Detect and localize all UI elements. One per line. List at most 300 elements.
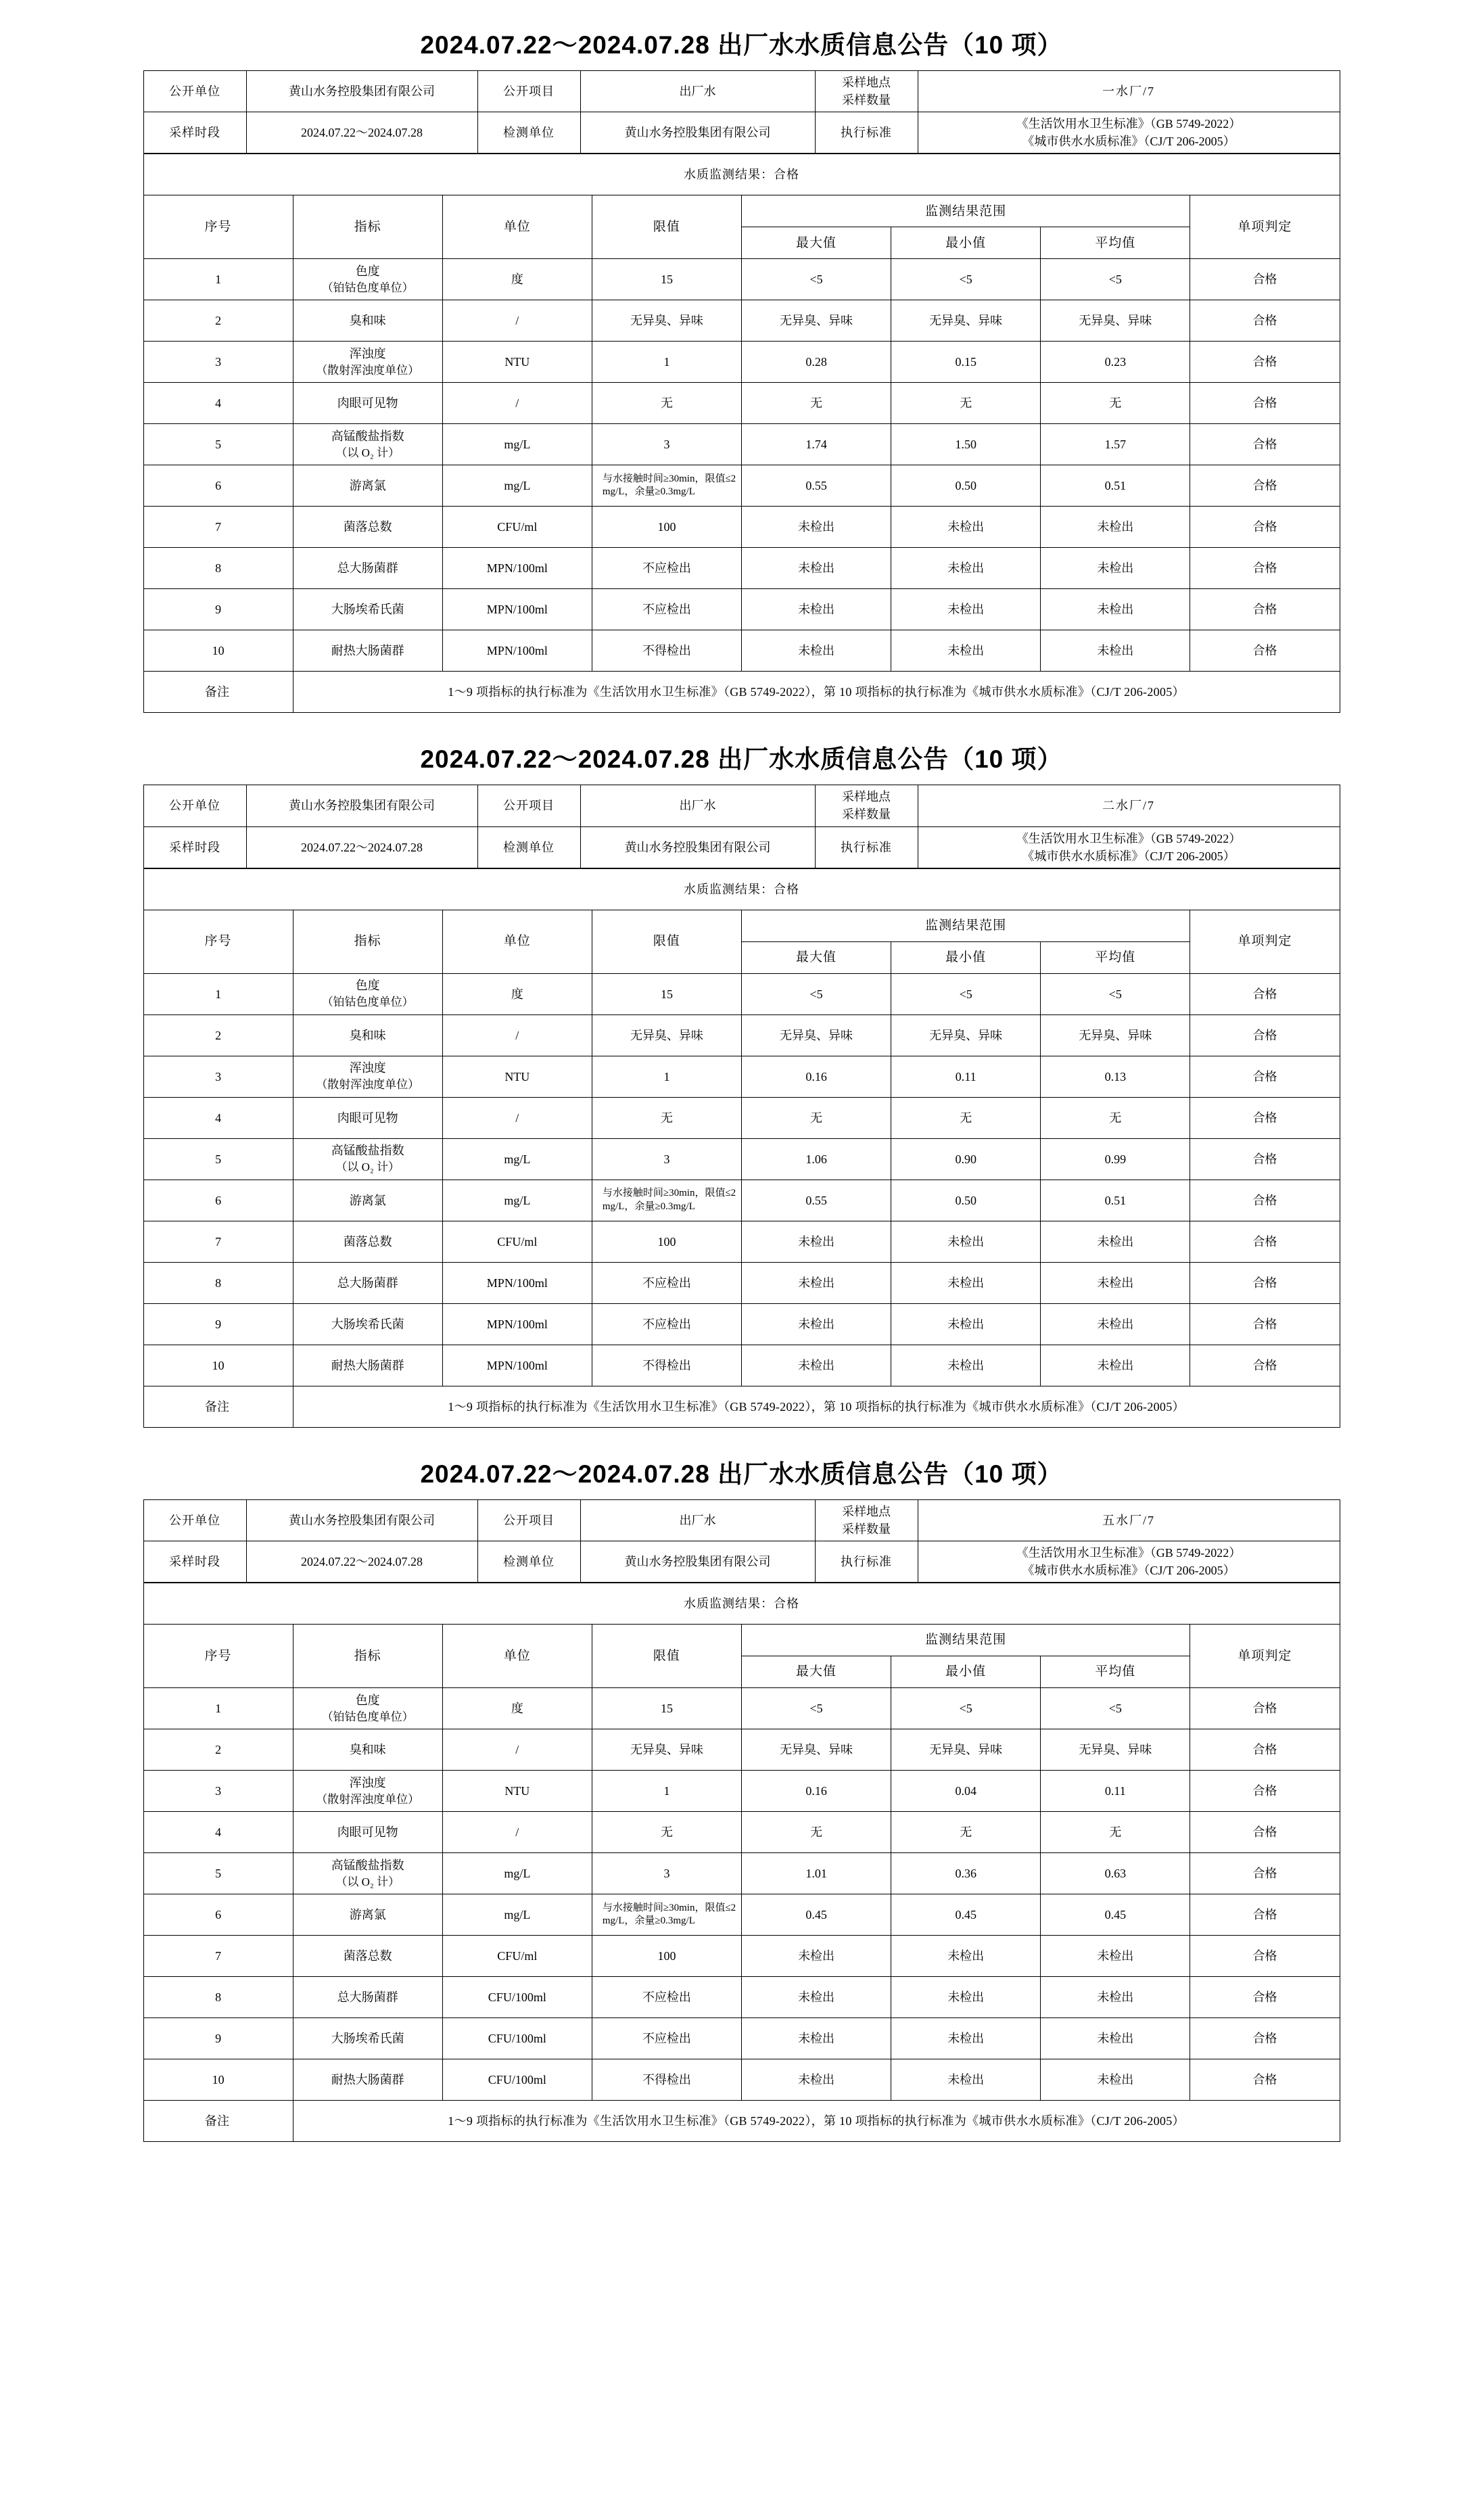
cell-judge: 合格: [1190, 342, 1340, 383]
value-sample-period: 2024.07.22～2024.07.28: [246, 826, 477, 868]
cell-unit: 度: [442, 259, 592, 300]
value-sample-site: 五水厂/7: [918, 1499, 1340, 1541]
cell-max: 未检出: [742, 2059, 891, 2101]
cell-unit: CFU/ml: [442, 1936, 592, 1977]
table-row: [143, 1056, 1340, 1097]
standard-line-1: 《生活饮用水卫生标准》（GB 5749-2022）: [1016, 117, 1242, 131]
limit-value: 无异臭、异味: [630, 1028, 703, 1042]
cell-min: 0.50: [891, 465, 1041, 507]
cell-avg: 未检出: [1041, 2059, 1190, 2101]
cell-unit: NTU: [442, 1771, 592, 1812]
cell-min: 无异臭、异味: [891, 1014, 1041, 1056]
cell-index: 4: [143, 1097, 293, 1138]
cell-indicator: [293, 259, 442, 300]
cell-index: 7: [143, 1221, 293, 1262]
limit-value: 不得检出: [642, 1358, 691, 1372]
note-row: [143, 2101, 1340, 2142]
cell-unit: /: [442, 1729, 592, 1771]
cell-unit: MPN/100ml: [442, 548, 592, 589]
cell-max: 0.45: [742, 1894, 891, 1936]
cell-unit: /: [442, 1097, 592, 1138]
indicator-name: 臭和味: [349, 314, 386, 328]
cell-max: 未检出: [742, 548, 891, 589]
cell-avg: 无: [1041, 1097, 1190, 1138]
cell-indicator: [293, 1853, 442, 1894]
cell-indicator: [293, 2059, 442, 2101]
water-quality-report: [143, 739, 1340, 1427]
cell-max: 未检出: [742, 1936, 891, 1977]
header-max: 最大值: [742, 1656, 891, 1688]
report-title: 2024.07.22～2024.07.28 出厂水水质信息公告（10 项）: [420, 1460, 1063, 1488]
indicator-name: 总大肠菌群: [337, 561, 398, 576]
label-standard: 执行标准: [815, 826, 918, 868]
cell-unit: mg/L: [442, 424, 592, 465]
value-test-unit: 黄山水务控股集团有限公司: [580, 1541, 815, 1582]
cell-limit: [592, 1180, 741, 1221]
overall-result: 水质监测结果：合格: [143, 154, 1340, 195]
value-open-project: 出厂水: [580, 785, 815, 826]
cell-indicator: [293, 1936, 442, 1977]
cell-avg: 0.23: [1041, 342, 1190, 383]
cell-judge: 合格: [1190, 589, 1340, 630]
value-standard: [918, 112, 1340, 154]
cell-judge: 合格: [1190, 300, 1340, 342]
cell-indicator: [293, 630, 442, 672]
indicator-sub: （散射浑浊度单位）: [316, 364, 420, 377]
results-header-row: [143, 910, 1340, 941]
label-sample-period: 采样时段: [143, 112, 246, 154]
header-avg: 平均值: [1041, 227, 1190, 259]
cell-avg: 无异臭、异味: [1041, 1014, 1190, 1056]
cell-index: 2: [143, 1729, 293, 1771]
table-row: [143, 1262, 1340, 1303]
value-sample-period: 2024.07.22～2024.07.28: [246, 1541, 477, 1582]
header-index: 序号: [143, 1625, 293, 1688]
limit-value: 15: [660, 273, 673, 287]
limit-value: 100: [657, 520, 676, 534]
cell-avg: 无: [1041, 383, 1190, 424]
indicator-name: 浑浊度: [349, 1061, 386, 1075]
cell-indicator: [293, 1345, 442, 1386]
meta-row: [143, 112, 1340, 154]
cell-indicator: [293, 1771, 442, 1812]
meta-row: [143, 1499, 1340, 1541]
cell-limit: [592, 1056, 741, 1097]
cell-avg: 0.45: [1041, 1894, 1190, 1936]
results-header-row: [143, 1625, 1340, 1656]
limit-value: 不应检出: [642, 1317, 691, 1331]
table-row: [143, 1977, 1340, 2018]
table-row: [143, 465, 1340, 507]
cell-min: 未检出: [891, 2059, 1041, 2101]
cell-index: 10: [143, 1345, 293, 1386]
limit-value: 无异臭、异味: [630, 1743, 703, 1757]
header-max: 最大值: [742, 941, 891, 973]
indicator-name: 色度: [355, 1693, 380, 1707]
indicator-name: 游离氯: [349, 479, 386, 493]
header-max: 最大值: [742, 227, 891, 259]
table-row: [143, 424, 1340, 465]
cell-max: 无: [742, 1097, 891, 1138]
cell-indicator: [293, 1812, 442, 1853]
indicator-sub: （散射浑浊度单位）: [316, 1078, 420, 1092]
report-title: 2024.07.22～2024.07.28 出厂水水质信息公告（10 项）: [420, 31, 1063, 59]
cell-avg: 未检出: [1041, 1977, 1190, 2018]
cell-avg: 未检出: [1041, 1345, 1190, 1386]
cell-index: 5: [143, 1138, 293, 1180]
label-sample-site: 采样地点: [842, 76, 891, 89]
cell-avg: 未检出: [1041, 1221, 1190, 1262]
header-min: 最小值: [891, 941, 1041, 973]
cell-indicator: [293, 1097, 442, 1138]
cell-min: 1.50: [891, 424, 1041, 465]
cell-min: 未检出: [891, 507, 1041, 548]
cell-max: 1.06: [742, 1138, 891, 1180]
cell-avg: 未检出: [1041, 1936, 1190, 1977]
label-standard: 执行标准: [815, 1541, 918, 1582]
cell-indicator: [293, 1688, 442, 1729]
report-meta-table: [143, 785, 1340, 868]
cell-unit: CFU/100ml: [442, 1977, 592, 2018]
limit-value: 不得检出: [642, 2073, 691, 2087]
cell-min: 无: [891, 1097, 1041, 1138]
cell-indicator: [293, 465, 442, 507]
cell-limit: [592, 1729, 741, 1771]
cell-max: 1.74: [742, 424, 891, 465]
table-row: [143, 1180, 1340, 1221]
cell-max: 0.55: [742, 1180, 891, 1221]
cell-max: 未检出: [742, 507, 891, 548]
limit-note: 与水接触时间≥30min，限值≤2mg/L，余量≥0.3mg/L: [602, 473, 736, 498]
value-sample-period: 2024.07.22～2024.07.28: [246, 112, 477, 154]
cell-index: 9: [143, 2018, 293, 2059]
table-row: [143, 342, 1340, 383]
cell-index: 5: [143, 1853, 293, 1894]
cell-judge: 合格: [1190, 2059, 1340, 2101]
cell-min: 无: [891, 1812, 1041, 1853]
cell-limit: [592, 465, 741, 507]
indicator-sub: （铂钴色度单位）: [321, 1710, 414, 1723]
limit-value: 不应检出: [642, 603, 691, 617]
cell-max: <5: [742, 973, 891, 1014]
cell-unit: 度: [442, 973, 592, 1014]
cell-judge: 合格: [1190, 548, 1340, 589]
limit-note: 与水接触时间≥30min，限值≤2mg/L，余量≥0.3mg/L: [602, 1902, 736, 1927]
cell-limit: [592, 1771, 741, 1812]
cell-max: 未检出: [742, 1262, 891, 1303]
overall-result-row: [143, 154, 1340, 195]
indicator-name: 游离氯: [349, 1193, 386, 1207]
label-sample-period: 采样时段: [143, 826, 246, 868]
label-sample-site-count: [815, 71, 918, 112]
cell-indicator: [293, 1221, 442, 1262]
cell-judge: 合格: [1190, 1853, 1340, 1894]
label-open-project: 公开项目: [477, 71, 580, 112]
standard-line-1: 《生活饮用水卫生标准》（GB 5749-2022）: [1016, 831, 1242, 845]
header-index: 序号: [143, 195, 293, 259]
indicator-name: 耐热大肠菌群: [331, 2073, 404, 2087]
cell-index: 5: [143, 424, 293, 465]
limit-value: 不应检出: [642, 1990, 691, 2005]
value-open-unit: 黄山水务控股集团有限公司: [246, 71, 477, 112]
cell-limit: [592, 1138, 741, 1180]
limit-value: 100: [657, 1949, 676, 1963]
cell-judge: 合格: [1190, 1688, 1340, 1729]
cell-max: 无: [742, 1812, 891, 1853]
table-row: [143, 1303, 1340, 1345]
cell-judge: 合格: [1190, 973, 1340, 1014]
indicator-name: 高锰酸盐指数: [331, 429, 404, 443]
cell-avg: 无异臭、异味: [1041, 300, 1190, 342]
indicator-name: 菌落总数: [343, 520, 392, 534]
cell-indicator: [293, 300, 442, 342]
header-judge: 单项判定: [1190, 195, 1340, 259]
cell-index: 2: [143, 300, 293, 342]
cell-indicator: [293, 1303, 442, 1345]
cell-limit: [592, 973, 741, 1014]
cell-indicator: [293, 1977, 442, 2018]
label-note: 备注: [143, 1386, 293, 1427]
cell-unit: MPN/100ml: [442, 589, 592, 630]
table-row: [143, 1014, 1340, 1056]
cell-index: 1: [143, 259, 293, 300]
header-avg: 平均值: [1041, 941, 1190, 973]
limit-value: 不应检出: [642, 1276, 691, 1290]
value-open-unit: 黄山水务控股集团有限公司: [246, 1499, 477, 1541]
cell-max: 未检出: [742, 589, 891, 630]
label-sample-site-count: [815, 785, 918, 826]
cell-judge: 合格: [1190, 383, 1340, 424]
limit-value: 不应检出: [642, 2032, 691, 2046]
limit-value: 3: [663, 1152, 670, 1166]
cell-indicator: [293, 548, 442, 589]
cell-avg: 0.63: [1041, 1853, 1190, 1894]
cell-judge: 合格: [1190, 1180, 1340, 1221]
cell-max: 0.16: [742, 1056, 891, 1097]
label-open-project: 公开项目: [477, 1499, 580, 1541]
cell-indicator: [293, 1262, 442, 1303]
label-sample-period: 采样时段: [143, 1541, 246, 1582]
limit-value: 无异臭、异味: [630, 314, 703, 328]
cell-indicator: [293, 424, 442, 465]
limit-value: 不应检出: [642, 561, 691, 576]
cell-limit: [592, 2018, 741, 2059]
indicator-name: 菌落总数: [343, 1234, 392, 1249]
cell-index: 8: [143, 1262, 293, 1303]
label-sample-count: 采样数量: [842, 1522, 891, 1536]
cell-min: 0.11: [891, 1056, 1041, 1097]
cell-unit: mg/L: [442, 1138, 592, 1180]
cell-indicator: [293, 1014, 442, 1056]
cell-index: 4: [143, 383, 293, 424]
cell-judge: 合格: [1190, 507, 1340, 548]
cell-unit: MPN/100ml: [442, 1262, 592, 1303]
cell-avg: 0.51: [1041, 1180, 1190, 1221]
results-header-row: [143, 195, 1340, 227]
header-judge: 单项判定: [1190, 910, 1340, 973]
overall-result: 水质监测结果：合格: [143, 1583, 1340, 1625]
overall-result: 水质监测结果：合格: [143, 868, 1340, 910]
header-avg: 平均值: [1041, 1656, 1190, 1688]
cell-min: 无: [891, 383, 1041, 424]
standard-line-2: 《城市供水水质标准》（CJ/T 206-2005）: [1022, 1564, 1235, 1578]
cell-judge: 合格: [1190, 1097, 1340, 1138]
cell-unit: MPN/100ml: [442, 630, 592, 672]
value-open-project: 出厂水: [580, 1499, 815, 1541]
cell-limit: [592, 1936, 741, 1977]
cell-limit: [592, 1977, 741, 2018]
cell-judge: 合格: [1190, 1303, 1340, 1345]
cell-unit: NTU: [442, 342, 592, 383]
cell-limit: [592, 1853, 741, 1894]
cell-judge: 合格: [1190, 1894, 1340, 1936]
cell-limit: [592, 259, 741, 300]
standard-line-2: 《城市供水水质标准》（CJ/T 206-2005）: [1022, 135, 1235, 149]
label-test-unit: 检测单位: [477, 112, 580, 154]
cell-index: 8: [143, 548, 293, 589]
header-index: 序号: [143, 910, 293, 973]
cell-judge: 合格: [1190, 1977, 1340, 2018]
cell-indicator: [293, 1180, 442, 1221]
cell-judge: 合格: [1190, 1812, 1340, 1853]
label-test-unit: 检测单位: [477, 826, 580, 868]
cell-index: 7: [143, 1936, 293, 1977]
cell-judge: 合格: [1190, 1262, 1340, 1303]
header-indicator: 指标: [293, 195, 442, 259]
cell-avg: 0.13: [1041, 1056, 1190, 1097]
limit-value: 无: [660, 396, 673, 411]
cell-limit: [592, 1303, 741, 1345]
cell-index: 2: [143, 1014, 293, 1056]
indicator-name: 臭和味: [349, 1028, 386, 1042]
value-sample-site: 一水厂/7: [918, 71, 1340, 112]
report-meta-table: [143, 70, 1340, 154]
cell-min: 0.45: [891, 1894, 1041, 1936]
cell-index: 10: [143, 630, 293, 672]
cell-index: 4: [143, 1812, 293, 1853]
value-test-unit: 黄山水务控股集团有限公司: [580, 826, 815, 868]
cell-judge: 合格: [1190, 259, 1340, 300]
cell-avg: 1.57: [1041, 424, 1190, 465]
indicator-name: 浑浊度: [349, 1775, 386, 1790]
indicator-sub: （以 O₂ 计）: [335, 446, 400, 460]
cell-min: 无异臭、异味: [891, 300, 1041, 342]
cell-min: 未检出: [891, 1303, 1041, 1345]
cell-unit: /: [442, 383, 592, 424]
cell-limit: [592, 1894, 741, 1936]
cell-index: 7: [143, 507, 293, 548]
label-standard: 执行标准: [815, 112, 918, 154]
table-row: [143, 630, 1340, 672]
cell-index: 6: [143, 465, 293, 507]
cell-index: 10: [143, 2059, 293, 2101]
cell-max: 未检出: [742, 630, 891, 672]
header-limit: 限值: [592, 1625, 741, 1688]
cell-indicator: [293, 2018, 442, 2059]
cell-indicator: [293, 1138, 442, 1180]
indicator-sub: （散射浑浊度单位）: [316, 1792, 420, 1806]
cell-limit: [592, 548, 741, 589]
cell-max: 未检出: [742, 2018, 891, 2059]
standard-line-2: 《城市供水水质标准》（CJ/T 206-2005）: [1022, 849, 1235, 863]
header-unit: 单位: [442, 195, 592, 259]
limit-value: 1: [663, 355, 670, 369]
indicator-name: 臭和味: [349, 1743, 386, 1757]
note-row: [143, 1386, 1340, 1427]
table-row: [143, 259, 1340, 300]
cell-indicator: [293, 1729, 442, 1771]
cell-min: <5: [891, 973, 1041, 1014]
cell-judge: 合格: [1190, 1345, 1340, 1386]
table-row: [143, 2018, 1340, 2059]
cell-min: 未检出: [891, 1262, 1041, 1303]
table-row: [143, 2059, 1340, 2101]
table-row: [143, 1729, 1340, 1771]
cell-unit: MPN/100ml: [442, 1303, 592, 1345]
cell-min: 未检出: [891, 1936, 1041, 1977]
cell-max: 0.28: [742, 342, 891, 383]
cell-unit: mg/L: [442, 1180, 592, 1221]
report-meta-table: [143, 1499, 1340, 1583]
cell-limit: [592, 1688, 741, 1729]
indicator-name: 肉眼可见物: [337, 1111, 398, 1125]
indicator-name: 高锰酸盐指数: [331, 1144, 404, 1158]
cell-limit: [592, 383, 741, 424]
cell-index: 1: [143, 973, 293, 1014]
table-row: [143, 1853, 1340, 1894]
indicator-name: 大肠埃希氏菌: [331, 2032, 404, 2046]
cell-limit: [592, 1097, 741, 1138]
cell-max: 无: [742, 383, 891, 424]
cell-avg: <5: [1041, 259, 1190, 300]
indicator-name: 高锰酸盐指数: [331, 1858, 404, 1872]
cell-avg: 未检出: [1041, 1262, 1190, 1303]
cell-unit: mg/L: [442, 1853, 592, 1894]
indicator-name: 菌落总数: [343, 1949, 392, 1963]
cell-max: 未检出: [742, 1221, 891, 1262]
header-unit: 单位: [442, 1625, 592, 1688]
overall-result-row: [143, 1583, 1340, 1625]
cell-unit: CFU/ml: [442, 507, 592, 548]
cell-avg: 未检出: [1041, 548, 1190, 589]
indicator-name: 大肠埃希氏菌: [331, 1317, 404, 1331]
cell-indicator: [293, 342, 442, 383]
header-min: 最小值: [891, 227, 1041, 259]
header-range-group: 监测结果范围: [742, 910, 1190, 941]
cell-judge: 合格: [1190, 1729, 1340, 1771]
indicator-sub: （以 O₂ 计）: [335, 1875, 400, 1888]
cell-limit: [592, 1221, 741, 1262]
indicator-name: 总大肠菌群: [337, 1990, 398, 2005]
limit-value: 无: [660, 1825, 673, 1840]
cell-unit: NTU: [442, 1056, 592, 1097]
meta-row: [143, 71, 1340, 112]
cell-min: 无异臭、异味: [891, 1729, 1041, 1771]
report-title: 2024.07.22～2024.07.28 出厂水水质信息公告（10 项）: [420, 745, 1063, 774]
cell-limit: [592, 507, 741, 548]
table-row: [143, 1771, 1340, 1812]
indicator-name: 大肠埃希氏菌: [331, 603, 404, 617]
cell-max: <5: [742, 259, 891, 300]
cell-limit: [592, 2059, 741, 2101]
label-sample-site: 采样地点: [842, 790, 891, 804]
limit-value: 无: [660, 1111, 673, 1125]
cell-unit: CFU/100ml: [442, 2059, 592, 2101]
cell-index: 3: [143, 1771, 293, 1812]
header-range-group: 监测结果范围: [742, 195, 1190, 227]
cell-min: 未检出: [891, 630, 1041, 672]
limit-value: 1: [663, 1784, 670, 1798]
